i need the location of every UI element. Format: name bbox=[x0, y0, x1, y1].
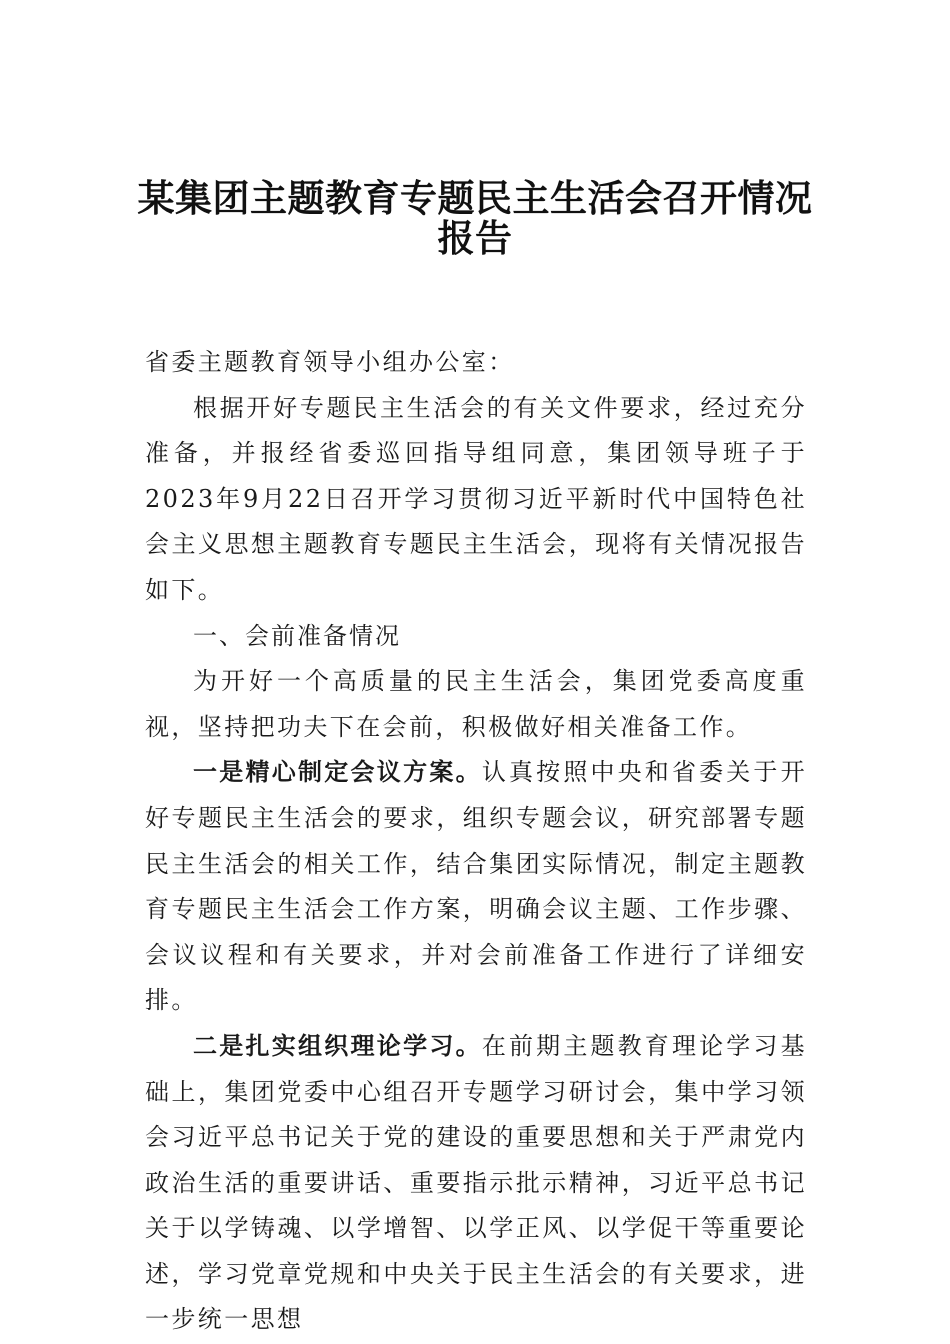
intro-paragraph: 根据开好专题民主生活会的有关文件要求，经过充分准备，并报经省委巡回指导组同意，集团领导班子于2023年9月22日召开学习贯彻习近平新时代中国特色社会主义思想主题教育专题民主生活会，现将有关情况报告如下。 bbox=[145, 393, 807, 604]
item-paragraph-1 bbox=[145, 750, 807, 1024]
item-text-2: 在前期主题教育理论学习基础上，集团党委中心组召开专题学习研讨会，集中学习领会习近平总书记关于党的建设的重要思想和关于严肃党内政治生活的重要讲话、重要指示批示精神，习近平总书记关于以学铸魂、以学增智、以学正风、以学促干等重要论述，学习党章党规和中央关于民主生活会的有关要求，进一步统一思想 bbox=[145, 1031, 807, 1334]
document-body bbox=[145, 340, 807, 1343]
item-lead-1: 一是精心制定会议方案。 bbox=[193, 758, 482, 787]
document-title: 某集团主题教育专题民主生活会召开情况 bbox=[137, 176, 813, 220]
document-title-continued: 报告 bbox=[437, 216, 513, 260]
item-text-1: 认真按照中央和省委关于开好专题民主生活会的要求，组织专题会议，研究部署专题民主生活会的相关工作，结合集团实际情况，制定主题教育专题民主生活会工作方案，明确会议主题、工作步骤、会议议程和有关要求，并对会前准备工作进行了详细安排。 bbox=[145, 758, 807, 1015]
item-lead-2: 二是扎实组织理论学习。 bbox=[193, 1031, 482, 1060]
section-heading: 一、会前准备情况 bbox=[193, 621, 401, 650]
salutation: 省委主题教育领导小组办公室： bbox=[145, 348, 515, 376]
item-paragraph-2 bbox=[145, 1024, 807, 1343]
section-intro-paragraph: 为开好一个高质量的民主生活会，集团党委高度重视，坚持把功夫下在会前，积极做好相关准备工作。 bbox=[145, 667, 807, 741]
